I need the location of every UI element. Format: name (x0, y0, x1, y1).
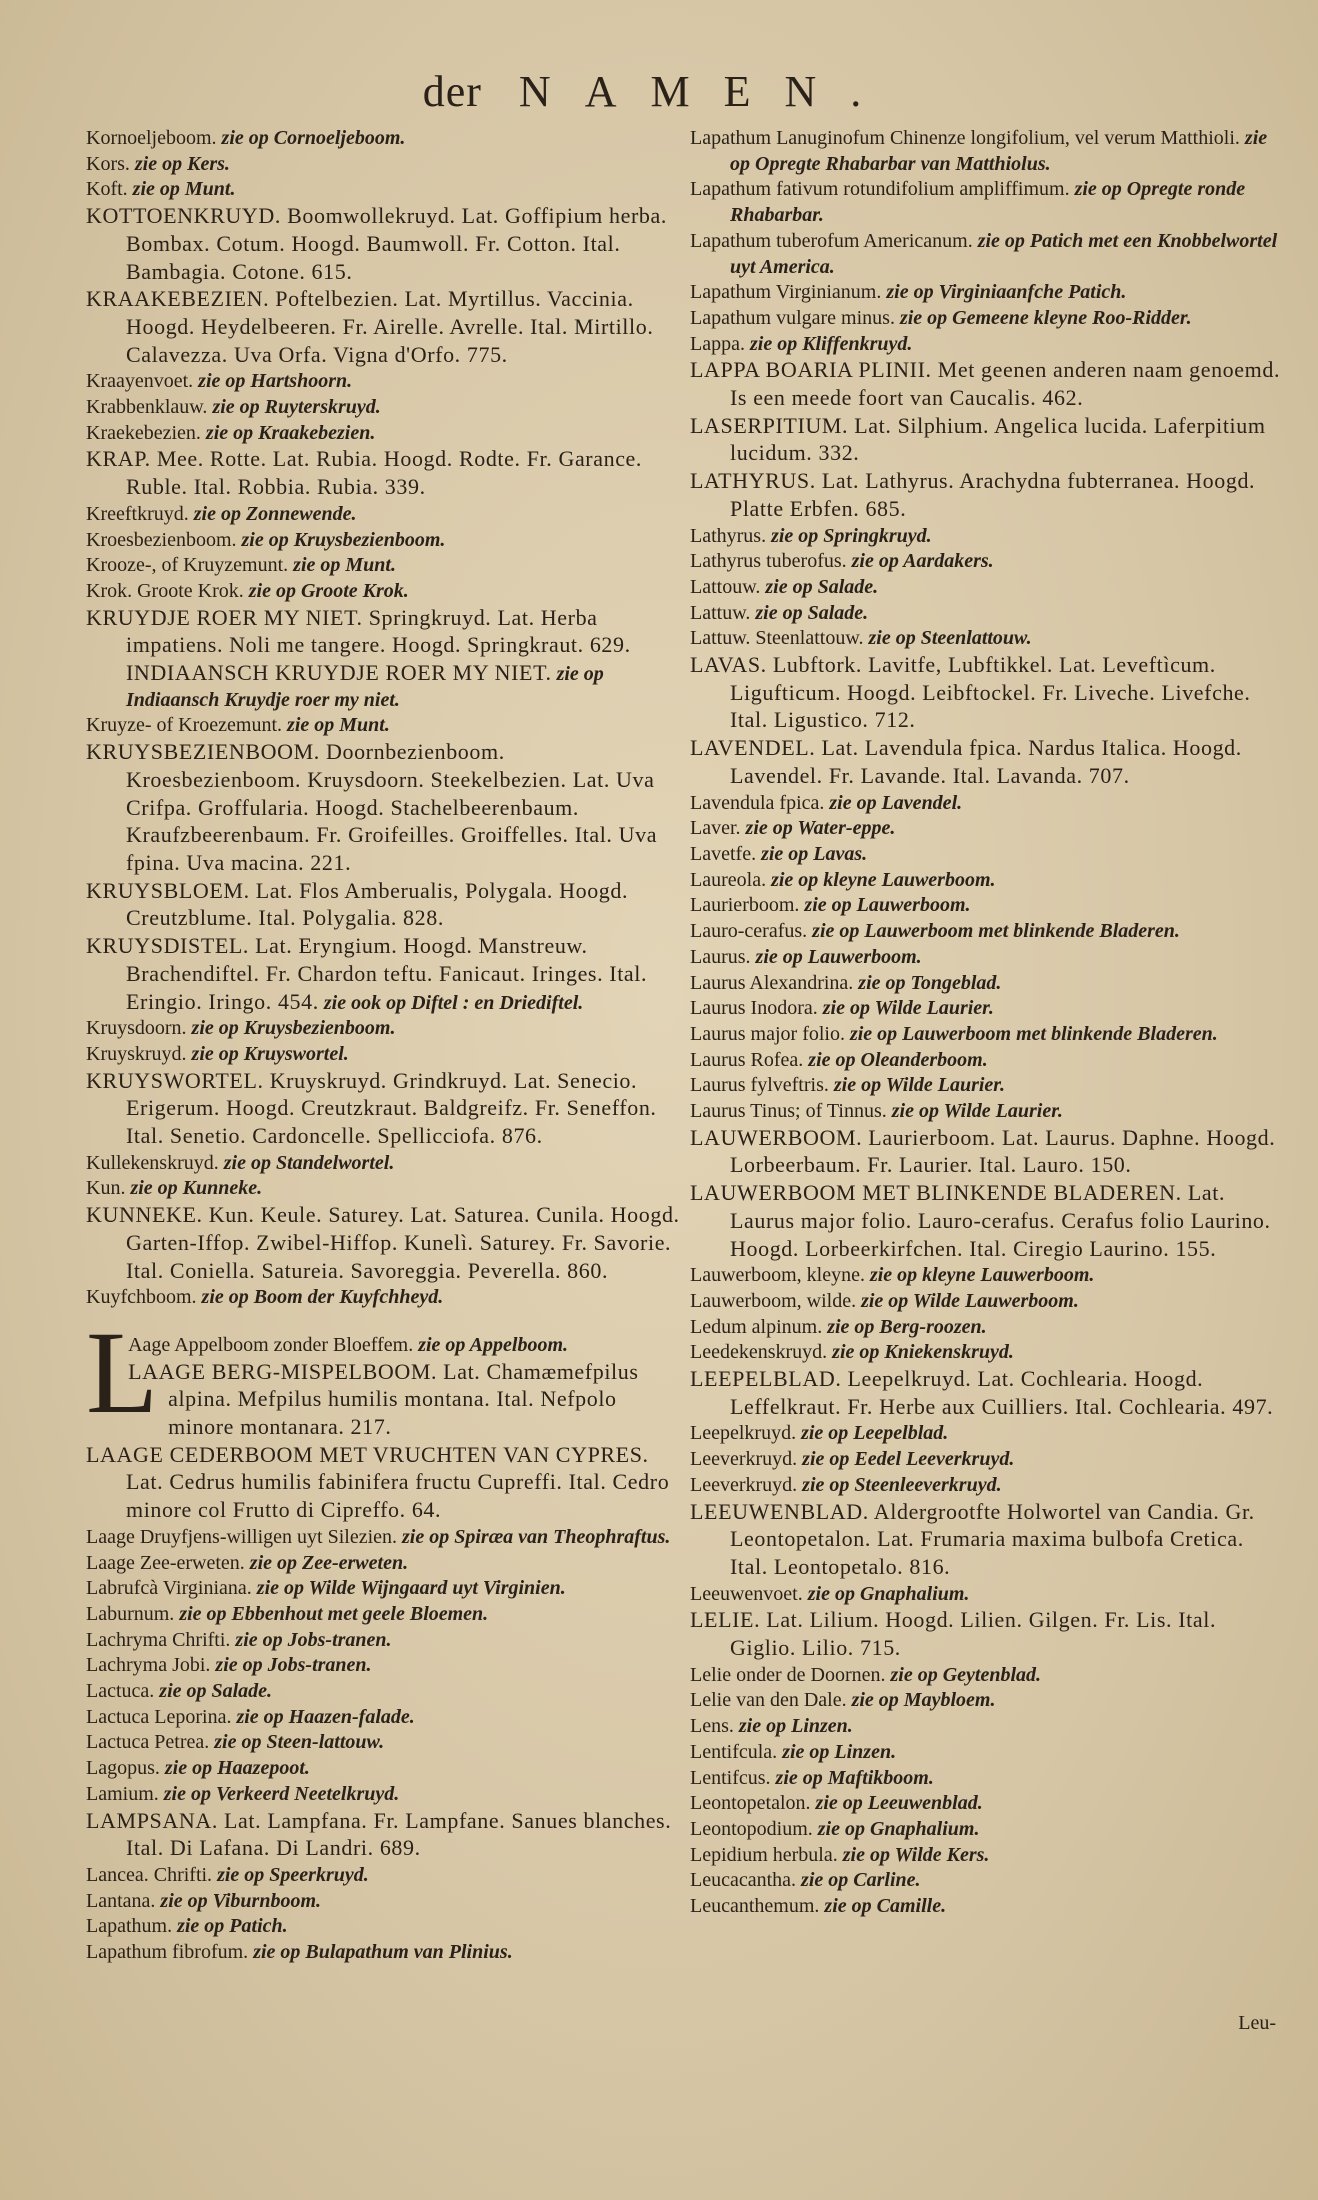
entry-term: Laurus fylveftris. (690, 1074, 829, 1097)
entry-cross-reference: zie op Salade. (159, 1680, 273, 1703)
entry-term: Kun. (86, 1177, 126, 1200)
entry-term: Leontopetalon. (690, 1792, 811, 1815)
entry-cross-reference: zie op Steenleeverkruyd. (802, 1473, 1002, 1496)
index-entry (690, 549, 1282, 575)
entry-term: LATHYRUS. Lat. Lathyrus. Arachydna fubterranea. Hoogd. Platte Erbfen. 685. (690, 468, 1256, 521)
entry-cross-reference: zie op Wilde Kers. (842, 1843, 990, 1866)
index-entry (690, 868, 1282, 894)
entry-term: Lapathum fibrofum. (86, 1941, 249, 1964)
entry-cross-reference: zie op Boom der Kuyfchheyd. (201, 1286, 444, 1309)
entry-term: KUNNEKE. Kun. Keule. Saturey. Lat. Saturea. Cunila. Hoogd. Garten-Iffop. Zwibel-Hiffop. Kunelì. Saturey. Fr. Savorie. Ital. Coniella. Satureia. Savoreggia. Peverella. 860. (86, 1202, 680, 1283)
entry-term: Kruysdoorn. (86, 1017, 187, 1040)
index-entry (690, 1582, 1282, 1608)
index-entry (86, 1151, 682, 1177)
entry-cross-reference: zie op Carline. (801, 1869, 921, 1892)
entry-term: Lapathum fativum rotundifolium ampliffimum. (690, 178, 1070, 201)
entry-term: Laureola. (690, 868, 767, 891)
header-word-der: der (422, 67, 482, 116)
index-entry (86, 395, 682, 421)
index-entry (690, 791, 1282, 817)
index-entry (86, 1940, 682, 1966)
entry-term: Lathyrus. (690, 524, 767, 547)
entry-cross-reference: zie op Gnaphalium. (817, 1818, 980, 1840)
entry-cross-reference: zie op Geytenblad. (890, 1663, 1042, 1686)
index-entry (690, 1607, 1282, 1662)
entry-cross-reference: zie op Bulapathum van Plinius. (253, 1941, 513, 1964)
index-entry (690, 332, 1282, 358)
entry-cross-reference: zie op Standelwortel. (223, 1151, 395, 1174)
entry-cross-reference: zie op Wilde Laurier. (833, 1074, 1005, 1097)
index-entry (86, 1068, 682, 1151)
entry-term: Labrufcà Virginiana. (86, 1577, 252, 1600)
entry-cross-reference: zie op Kunneke. (130, 1177, 263, 1200)
index-entry (86, 579, 682, 605)
index-entry (690, 1180, 1282, 1263)
index-entry (86, 528, 682, 554)
index-entry (86, 1628, 682, 1654)
index-entry (690, 357, 1282, 412)
entry-cross-reference: zie op Spiræa van Theophraftus. (402, 1525, 671, 1548)
entry-term: Laurus major folio. (690, 1022, 845, 1045)
entry-term: Kruyze- of Kroezemunt. (86, 714, 283, 737)
index-entry (690, 1714, 1282, 1740)
entry-cross-reference: zie op Linzen. (738, 1715, 853, 1738)
entry-cross-reference: zie op Linzen. (782, 1740, 897, 1763)
entry-term: Kullekenskruyd. (86, 1151, 219, 1174)
entry-cross-reference: zie op Camille. (824, 1895, 947, 1918)
index-entry (86, 286, 682, 369)
entry-cross-reference: zie op Kruysbezienboom. (241, 528, 446, 551)
index-entry (690, 626, 1282, 652)
entry-term: LAMPSANA. Lat. Lampfana. Fr. Lampfane. Sanues blanches. Ital. Di Lafana. Di Landri. 689. (86, 1807, 672, 1861)
index-entry (690, 1366, 1282, 1421)
index-entry (690, 735, 1282, 790)
entry-term: Lavetfe. (690, 842, 757, 865)
entry-cross-reference: zie op Viburnboom. (160, 1889, 322, 1912)
entry-term: Krooze-, of Kruyzemunt. (86, 554, 289, 577)
entry-term: Laurus Inodora. (690, 997, 818, 1020)
entry-term: Krabbenklauw. (86, 396, 208, 419)
entry-term: LAUWERBOOM. Laurierboom. Lat. Laurus. Daphne. Hoogd. Lorbeerbaum. Fr. Laurier. Ital. Lauro. 150. (690, 1124, 1276, 1178)
entry-cross-reference: zie op Maybloem. (851, 1689, 996, 1712)
index-entry (86, 1042, 682, 1068)
index-entry (86, 1551, 682, 1577)
index-entry (86, 1889, 682, 1915)
index-entry (690, 126, 1282, 177)
entry-cross-reference: zie op Gemeene kleyne Roo-Ridder. (899, 306, 1192, 329)
page-header (0, 62, 1318, 122)
entry-cross-reference: zie op Lauwerboom. (804, 894, 971, 917)
index-entry (86, 1782, 682, 1808)
entry-term: Kornoeljeboom. (86, 127, 217, 149)
index-entry (86, 1442, 682, 1525)
index-entry (690, 1022, 1282, 1048)
index-entry (86, 1176, 682, 1202)
index-entry (690, 996, 1282, 1022)
entry-cross-reference: zie op Salade. (765, 575, 879, 598)
index-entry (86, 1602, 682, 1628)
entry-term: Kreeftkruyd. (86, 502, 189, 525)
entry-cross-reference: zie op Groote Krok. (248, 579, 409, 602)
entry-cross-reference: zie op Kniekenskruyd. (832, 1341, 1014, 1364)
entry-term: Lelie van den Dale. (690, 1689, 847, 1712)
index-entry (690, 601, 1282, 627)
entry-cross-reference: zie op Eedel Leeverkruyd. (802, 1448, 1015, 1471)
entry-term: Lentifcula. (690, 1740, 778, 1763)
index-entry (86, 605, 682, 714)
entry-cross-reference: zie op Leeuwenblad. (815, 1792, 983, 1815)
index-entry (86, 1202, 682, 1285)
entry-term: Lapathum. (86, 1915, 173, 1938)
index-entry (690, 1125, 1282, 1180)
index-entry (690, 1740, 1282, 1766)
index-entry (690, 1289, 1282, 1315)
entry-term: Lapathum Lanuginofum Chinenze longifolium, vel verum Matthioli. (690, 127, 1240, 149)
index-entry (690, 816, 1282, 842)
entry-cross-reference: zie op Opregte ronde Rhabarbar. (730, 178, 1246, 227)
entry-term: LAVAS. Lubftork. Lavitfe, Lubftikkel. Lat. Leveftìcum. Ligufticum. Hoogd. Leibftockel. Fr. Liveche. Livefche. Ital. Ligustico. 712. (690, 652, 1251, 733)
index-entry (690, 1663, 1282, 1689)
entry-cross-reference: zie op Patich. (177, 1915, 288, 1938)
entry-term: Laburnum. (86, 1602, 175, 1625)
index-entry (690, 1447, 1282, 1473)
index-entry (86, 553, 682, 579)
entry-cross-reference: zie op Ruyterskruyd. (212, 396, 381, 419)
entry-cross-reference: zie op Ebbenhout met geele Bloemen. (179, 1602, 489, 1625)
entry-term: Kruyskruyd. (86, 1042, 187, 1065)
index-entry (690, 1099, 1282, 1125)
entry-term: Lactuca Petrea. (86, 1731, 210, 1754)
entry-term: LAAGE BERG-MISPELBOOM. Lat. Chamæmefpilus alpina. Mefpilus humilis montana. Ital. Nefpolo minore montanara. 217. (128, 1358, 639, 1440)
entry-term: Leeverkruyd. (690, 1473, 798, 1496)
entry-cross-reference: zie op Aardakers. (851, 550, 994, 573)
entry-cross-reference: zie op Berg-roozen. (827, 1315, 987, 1338)
index-entry (86, 933, 682, 1016)
entry-term: Kors. (86, 152, 130, 175)
entry-term: Lens. (690, 1715, 734, 1738)
entry-term: Lachryma Chrifti. (86, 1628, 231, 1651)
index-entry (690, 1473, 1282, 1499)
entry-cross-reference: zie op Hartshoorn. (198, 370, 353, 393)
index-entry (690, 1263, 1282, 1289)
left-column (86, 126, 682, 1966)
entry-term: Lentifcus. (690, 1766, 771, 1789)
entry-term: Leontopodium. (690, 1818, 813, 1840)
entry-term: Lactuca Leporina. (86, 1705, 232, 1728)
index-entry (690, 177, 1282, 228)
index-entry (86, 739, 682, 878)
index-entry (86, 203, 682, 286)
entry-term: Laurierboom. (690, 894, 800, 917)
entry-term: Lancea. Chrifti. (86, 1864, 213, 1886)
entry-term: Laurus Alexandrina. (690, 971, 854, 994)
entry-cross-reference: zie op Cornoeljeboom. (221, 127, 406, 149)
index-entry (86, 1808, 682, 1863)
entry-cross-reference: zie op Kers. (134, 152, 230, 175)
entry-cross-reference: zie op Lauwerboom. (755, 945, 922, 968)
entry-term: LEEUWENBLAD. Aldergrootfte Holwortel van Candia. Gr. Leontopetalon. Lat. Frumaria maxima bulbofa Cretica. Ital. Leontopetalo. 816. (690, 1498, 1255, 1579)
entry-term: Laurus. (690, 945, 751, 968)
index-entry (86, 502, 682, 528)
index-entry (86, 878, 682, 933)
entry-term: LAPPA BOARIA PLINII. Met geenen anderen naam genoemd. Is een meede foort van Caucalis. 462. (690, 357, 1281, 411)
index-entry (86, 1525, 682, 1551)
entry-cross-reference: zie op Munt. (132, 178, 236, 201)
entry-term: Lapathum tuberofum Americanum. (690, 229, 973, 252)
index-entry (690, 575, 1282, 601)
header-word-namen: NAMEN. (518, 67, 896, 116)
entry-term: Lachryma Jobi. (86, 1654, 211, 1677)
index-entry (86, 1333, 682, 1359)
entry-term: Ledum alpinum. (690, 1315, 823, 1338)
entry-term: KRUYSDISTEL. Lat. Eryngium. Hoogd. Manstreuw. Brachendiftel. Fr. Chardon teftu. Fanicaut. Iringes. Ital. Eringio. Iringo. 454. (86, 933, 648, 1014)
index-entry (86, 152, 682, 178)
section-letter-l (86, 1306, 682, 1966)
index-entry (86, 1576, 682, 1602)
index-entry (86, 1863, 682, 1889)
entry-cross-reference: zie op kleyne Lauwerboom. (771, 868, 996, 891)
entry-term: Leeverkruyd. (690, 1448, 798, 1471)
entry-term: Lamium. (86, 1782, 159, 1805)
entry-term: KRAP. Mee. Rotte. Lat. Rubia. Hoogd. Rodte. Fr. Garance. Ruble. Ital. Robbia. Rubia. 339. (86, 446, 643, 500)
index-entry (690, 1315, 1282, 1341)
entry-term: Lappa. (690, 332, 745, 355)
entry-cross-reference: zie op Haazen-falade. (236, 1705, 415, 1728)
entry-cross-reference: zie op Zonnewende. (193, 502, 357, 525)
entry-term: Lauwerboom, wilde. (690, 1289, 857, 1312)
entry-cross-reference: zie op Leepelblad. (801, 1422, 949, 1445)
entry-cross-reference: zie op Kliffenkruyd. (749, 332, 913, 355)
entry-term: Lattouw. (690, 575, 761, 598)
entry-cross-reference: zie op Wilde Wijngaard uyt Virginien. (256, 1577, 566, 1600)
index-entry (690, 1499, 1282, 1582)
entry-cross-reference: zie op Kruyswortel. (191, 1042, 349, 1065)
index-entry (86, 369, 682, 395)
entry-term: Krok. Groote Krok. (86, 579, 244, 602)
index-entry (690, 468, 1282, 523)
index-entry (690, 1421, 1282, 1447)
index-entry (690, 1688, 1282, 1714)
index-entry (86, 1730, 682, 1756)
right-column (690, 126, 1282, 1920)
entry-term: Kraayenvoet. (86, 370, 194, 393)
entry-term: Laurus Tinus; of Tinnus. (690, 1100, 887, 1123)
entry-cross-reference: zie op Water-eppe. (745, 817, 896, 840)
index-entry (690, 1766, 1282, 1792)
entry-term: Lapathum Virginianum. (690, 281, 882, 304)
entry-term: Lepidium herbula. (690, 1843, 838, 1866)
index-entry (690, 1817, 1282, 1843)
entry-term: Lactuca. (86, 1680, 155, 1703)
index-entry (86, 1679, 682, 1705)
index-entry (86, 126, 682, 152)
entry-cross-reference: zie op Wilde Laurier. (822, 997, 994, 1020)
entry-term: Lattuw. (690, 601, 751, 624)
entry-cross-reference: zie op Steen-lattouw. (214, 1731, 385, 1754)
index-entry (86, 446, 682, 501)
index-entry (690, 1340, 1282, 1366)
entry-cross-reference: zie op Steenlattouw. (868, 627, 1032, 650)
entry-term: Lagopus. (86, 1757, 160, 1780)
entry-cross-reference: zie op Wilde Lauwerboom. (861, 1289, 1079, 1312)
index-entry (690, 945, 1282, 971)
entry-cross-reference: zie op Lauwerboom met blinkende Bladeren. (849, 1022, 1218, 1045)
entry-term: Leucacantha. (690, 1869, 797, 1892)
index-entry (86, 177, 682, 203)
entry-term: Lantana. (86, 1889, 156, 1912)
index-entry (86, 1756, 682, 1782)
entry-cross-reference: zie op kleyne Lauwerboom. (869, 1264, 1095, 1287)
entry-term: LASERPITIUM. Lat. Silphium. Angelica lucida. Laferpitium lucidum. 332. (690, 412, 1266, 466)
entry-cross-reference: zie op Lavas. (761, 842, 868, 865)
index-entry (86, 421, 682, 447)
entry-term: Lauro-cerafus. (690, 920, 808, 943)
entry-cross-reference: zie op Munt. (293, 554, 396, 577)
index-entry (690, 1894, 1282, 1920)
entry-term: Laage Zee-erweten. (86, 1551, 245, 1574)
entry-term: KRUYSBEZIENBOOM. Doornbezienboom. Kroesbezienboom. Kruysdoorn. Steekelbezien. Lat. Uva Crifpa. Groffularia. Hoogd. Stachelbeerenbaum. Kraufzbeerenbaum. Fr. Groifeilles. Groiffelles. Ital. Uva fpina. Uva macina. 221. (86, 739, 658, 875)
entry-cross-reference: zie op Salade. (755, 601, 869, 624)
entry-cross-reference: zie op Patich met een Knobbelwortel uyt America. (730, 229, 1278, 278)
entry-cross-reference: zie op Lauwerboom met blinkende Bladeren. (812, 920, 1180, 943)
entry-term: Leeuwenvoet. (690, 1582, 803, 1605)
index-entry (690, 306, 1282, 332)
index-entry (690, 524, 1282, 550)
entry-term: Lattuw. Steenlattouw. (690, 627, 864, 650)
entry-cross-reference: zie op Verkeerd Neetelkruyd. (163, 1782, 400, 1805)
entry-cross-reference: zie op Indiaansch Kruydje roer my niet. (126, 663, 604, 711)
entry-term: Kroesbezienboom. (86, 528, 237, 551)
entry-term: Leucanthemum. (690, 1895, 820, 1918)
entry-term: KRAAKEBEZIEN. Poftelbezien. Lat. Myrtillus. Vaccinia. Hoogd. Heydelbeeren. Fr. Airelle. Avrelle. Ital. Mirtillo. Calavezza. Uva Orfa. Vigna d'Orfo. 775. (86, 286, 654, 367)
index-entry (86, 713, 682, 739)
entry-term: KOTTOENKRUYD. Boomwollekruyd. Lat. Goffipium herba. Bombax. Cotum. Hoogd. Baumwoll. Fr. Cotton. Ital. Bambagia. Cotone. 615. (86, 203, 667, 284)
index-entry (86, 1285, 682, 1311)
drop-cap: L (86, 1306, 159, 1438)
index-entry (690, 652, 1282, 735)
entry-term: Lauwerboom, kleyne. (690, 1264, 865, 1287)
entry-term: Lathyrus tuberofus. (690, 550, 847, 573)
entry-term: KRUYSWORTEL. Kruyskruyd. Grindkruyd. Lat. Senecio. Erigerum. Hoogd. Creutzkraut. Baldgreifz. Fr. Seneffon. Ital. Senetio. Cardoncelle. Spellicciofa. 876. (86, 1067, 657, 1149)
entry-term: Kraekebezien. (86, 421, 201, 444)
entry-cross-reference: zie op Jobs-tranen. (235, 1628, 392, 1651)
entry-term: KRUYSBLOEM. Lat. Flos Amberualis, Polygala. Hoogd. Creutzblume. Ital. Polygalia. 828. (86, 877, 629, 931)
entry-cross-reference: zie op Wilde Laurier. (891, 1100, 1063, 1123)
index-entry (690, 842, 1282, 868)
entry-cross-reference: zie op Kraakebezien. (205, 421, 376, 444)
index-entry (690, 1073, 1282, 1099)
entry-term: Leepelkruyd. (690, 1422, 797, 1445)
index-entry (690, 1843, 1282, 1869)
entry-term: LAVENDEL. Lat. Lavendula fpica. Nardus Italica. Hoogd. Lavendel. Fr. Lavande. Ital. Lavanda. 707. (690, 735, 1242, 788)
index-entry (690, 229, 1282, 280)
entry-cross-reference: zie op Springkruyd. (771, 524, 932, 547)
entry-cross-reference: zie ook op Diftel : en Driediftel. (323, 991, 584, 1014)
entry-cross-reference: zie op Jobs-tranen. (215, 1654, 372, 1677)
index-entry (86, 1016, 682, 1042)
catchword: Leu- (1238, 2012, 1276, 2034)
index-entry (690, 1791, 1282, 1817)
index-entry (690, 280, 1282, 306)
index-entry (690, 893, 1282, 919)
entry-cross-reference: zie op Munt. (287, 714, 390, 737)
entry-cross-reference: zie op Gnaphalium. (807, 1582, 970, 1605)
entry-cross-reference: zie op Zee-erweten. (249, 1551, 409, 1574)
entry-term: Laurus Rofea. (690, 1048, 804, 1071)
entry-term: Lavendula fpica. (690, 791, 825, 814)
entry-cross-reference: zie op Appelboom. (418, 1333, 569, 1356)
entry-cross-reference: zie op Oleanderboom. (808, 1048, 988, 1071)
index-entry (86, 1705, 682, 1731)
index-entry (690, 1048, 1282, 1074)
entry-cross-reference: zie op Tongeblad. (858, 971, 1002, 994)
index-entry (690, 971, 1282, 997)
entry-term: Aage Appelboom zonder Bloeffem. (128, 1333, 414, 1356)
index-entry (86, 1914, 682, 1940)
entry-cross-reference: zie op Haazepoot. (164, 1757, 310, 1780)
entry-cross-reference: zie op Kruysbezienboom. (191, 1017, 396, 1040)
entry-term: Kuyfchboom. (86, 1286, 197, 1309)
entry-cross-reference: zie op Lavendel. (829, 791, 963, 814)
entry-term: LEEPELBLAD. Leepelkruyd. Lat. Cochlearia. Hoogd. Leffelkraut. Fr. Herbe aux Cuilliers. Ital. Cochlearia. 497. (690, 1366, 1274, 1419)
entry-term: Lelie onder de Doornen. (690, 1663, 886, 1686)
entry-cross-reference: zie op Opregte Rhabarbar van Matthiolus. (730, 127, 1268, 175)
entry-term: KRUYDJE ROER MY NIET. Springkruyd. Lat. Herba impatiens. Noli me tangere. Hoogd. Springkraut. 629. INDIAANSCH KRUYDJE ROER MY NIET. (86, 604, 631, 686)
entry-term: LELIE. Lat. Lilium. Hoogd. Lilien. Gilgen. Fr. Lis. Ital. Giglio. Lilio. 715. (690, 1607, 1217, 1661)
entry-term: Laage Druyfjens-willigen uyt Silezien. (86, 1525, 398, 1548)
index-entry (690, 1868, 1282, 1894)
index-entry (86, 1653, 682, 1679)
index-entry (690, 919, 1282, 945)
entry-term: LAUWERBOOM MET BLINKENDE BLADEREN. Lat. Laurus major folio. Lauro-cerafus. Cerafus folio Laurino. Hoogd. Lorbeerkirfchen. Ital. Ciregio Laurino. 155. (690, 1180, 1271, 1261)
entry-cross-reference: zie op Virginiaanfche Patich. (886, 281, 1127, 304)
entry-cross-reference: zie op Speerkruyd. (217, 1864, 369, 1886)
index-entry (690, 413, 1282, 468)
entry-term: Leedekenskruyd. (690, 1341, 828, 1364)
entry-cross-reference: zie op Maftikboom. (775, 1766, 934, 1789)
entry-term: Lapathum vulgare minus. (690, 306, 895, 329)
entry-term: LAAGE CEDERBOOM MET VRUCHTEN VAN CYPRES. Lat. Cedrus humilis fabinifera fructu Cupreffi. Ital. Cedro minore col Frutto di Cipreffo. 64. (86, 1441, 670, 1523)
entry-term: Laver. (690, 817, 741, 840)
index-entry (86, 1359, 682, 1442)
entry-term: Koft. (86, 178, 128, 201)
